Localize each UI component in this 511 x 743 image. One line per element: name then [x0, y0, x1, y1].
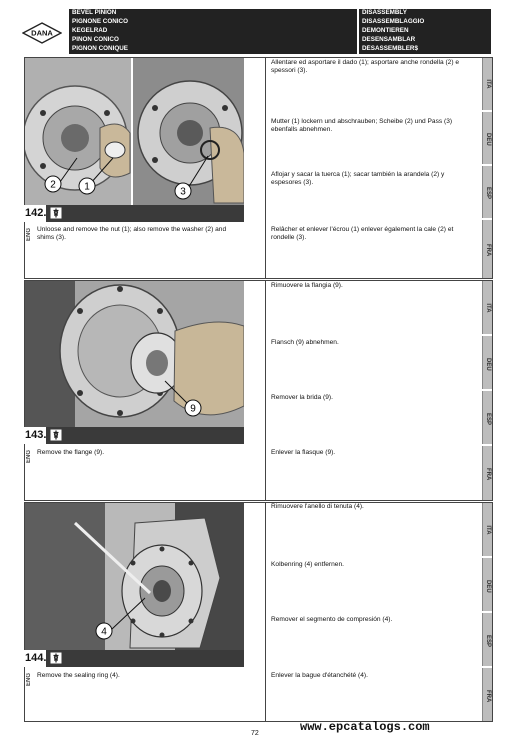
step-143-ita: Rimuovere la flangia (9).: [271, 282, 343, 289]
header-section-en: DISASSEMBLY: [359, 9, 491, 18]
step-143-eng: Remove the flange (9).: [37, 449, 105, 456]
dana-logo: [22, 22, 62, 44]
callout-2: 2: [50, 179, 56, 191]
header-title-de: KEGELRAD: [69, 27, 357, 36]
step-143-photo: [25, 281, 244, 427]
wrench-icon: [50, 207, 62, 219]
header-section-it: DISASSEMBLAGGIO: [359, 18, 491, 27]
step-143-number: 143.: [24, 427, 46, 444]
page-number: 72: [251, 730, 259, 737]
eng-label: ENG: [26, 228, 32, 242]
header-section-de: DEMONTIEREN: [359, 27, 491, 36]
callout-1: 1: [84, 181, 90, 193]
step-144-ita: Rimuovere l'anello di tenuta (4).: [271, 503, 364, 510]
step-144-deu: Kolbenring (4) entfernen.: [271, 561, 344, 568]
step-142-esp: Aflojar y sacar la tuerca (1); sacar también la arandela (2) y espesores (3).: [271, 171, 445, 187]
lang-tab-esp: ESP: [482, 166, 492, 218]
header-title-es: PIÑON CONICO: [69, 36, 357, 45]
callout-3: 3: [180, 186, 186, 198]
step-143-fra: Enlever la flasque (9).: [271, 449, 336, 456]
step-144-esp: Remover el segmento de compresión (4).: [271, 616, 393, 623]
logo-text: DANA: [31, 28, 53, 38]
lang-tab-deu: DEU: [482, 336, 492, 389]
lang-tab-esp: ESP: [482, 613, 492, 666]
header-section-fr: DÉSASSEMBLER$: [359, 45, 491, 54]
lang-tab-deu: DEU: [482, 112, 492, 164]
step-144-eng: Remove the sealing ring (4).: [37, 672, 120, 679]
eng-label: ENG: [26, 450, 32, 464]
eng-label: ENG: [26, 673, 32, 687]
watermark-url[interactable]: www.epcatalogs.com: [300, 720, 430, 734]
lang-tab-deu: DEU: [482, 558, 492, 611]
step-142-number: 142.: [24, 205, 46, 222]
wrench-icon: [50, 652, 62, 664]
lang-tab-fra: FRA: [482, 220, 492, 278]
lang-tab-ita: ITA: [482, 58, 492, 110]
lang-tab-fra: FRA: [482, 668, 492, 721]
step-143-deu: Flansch (9) abnehmen.: [271, 339, 339, 346]
step-142-fra: Relâcher et enlever l'écrou (1) enlever également la cale (2) et rondelle (3).: [271, 226, 454, 242]
step-142-ita: Allentare ed asportare il dado (1); asportare anche rondella (2) e spessori (3).: [271, 59, 460, 75]
step-144-photo: [25, 503, 244, 650]
header-title-it: PIGNONE CONICO: [69, 18, 357, 27]
step-142-deu: Mutter (1) lockern und abschrauben; Scheibe (2) und Pass (3) ebenfalls abnehmen.: [271, 118, 453, 134]
header-title-en: BEVEL PINION: [69, 9, 357, 18]
callout-4: 4: [101, 626, 107, 638]
step-142-photo: [25, 58, 244, 205]
step-144-number: 144.: [24, 650, 46, 667]
step-143-esp: Remover la brida (9).: [271, 394, 333, 401]
wrench-icon: [50, 429, 62, 441]
step-144-fra: Enlever la bague d'étanchété (4).: [271, 672, 368, 679]
lang-tab-ita: ITA: [482, 503, 492, 556]
header-section-es: DESENSAMBLAR: [359, 36, 491, 45]
lang-tab-fra: FRA: [482, 446, 492, 500]
header-title-fr: PIGNON CONIQUE: [69, 45, 357, 54]
callout-9: 9: [190, 403, 196, 415]
lang-tab-esp: ESP: [482, 391, 492, 444]
step-142-eng: Unloose and remove the nut (1); also remove the washer (2) and shims (3).: [37, 226, 227, 242]
lang-tab-ita: ITA: [482, 281, 492, 334]
